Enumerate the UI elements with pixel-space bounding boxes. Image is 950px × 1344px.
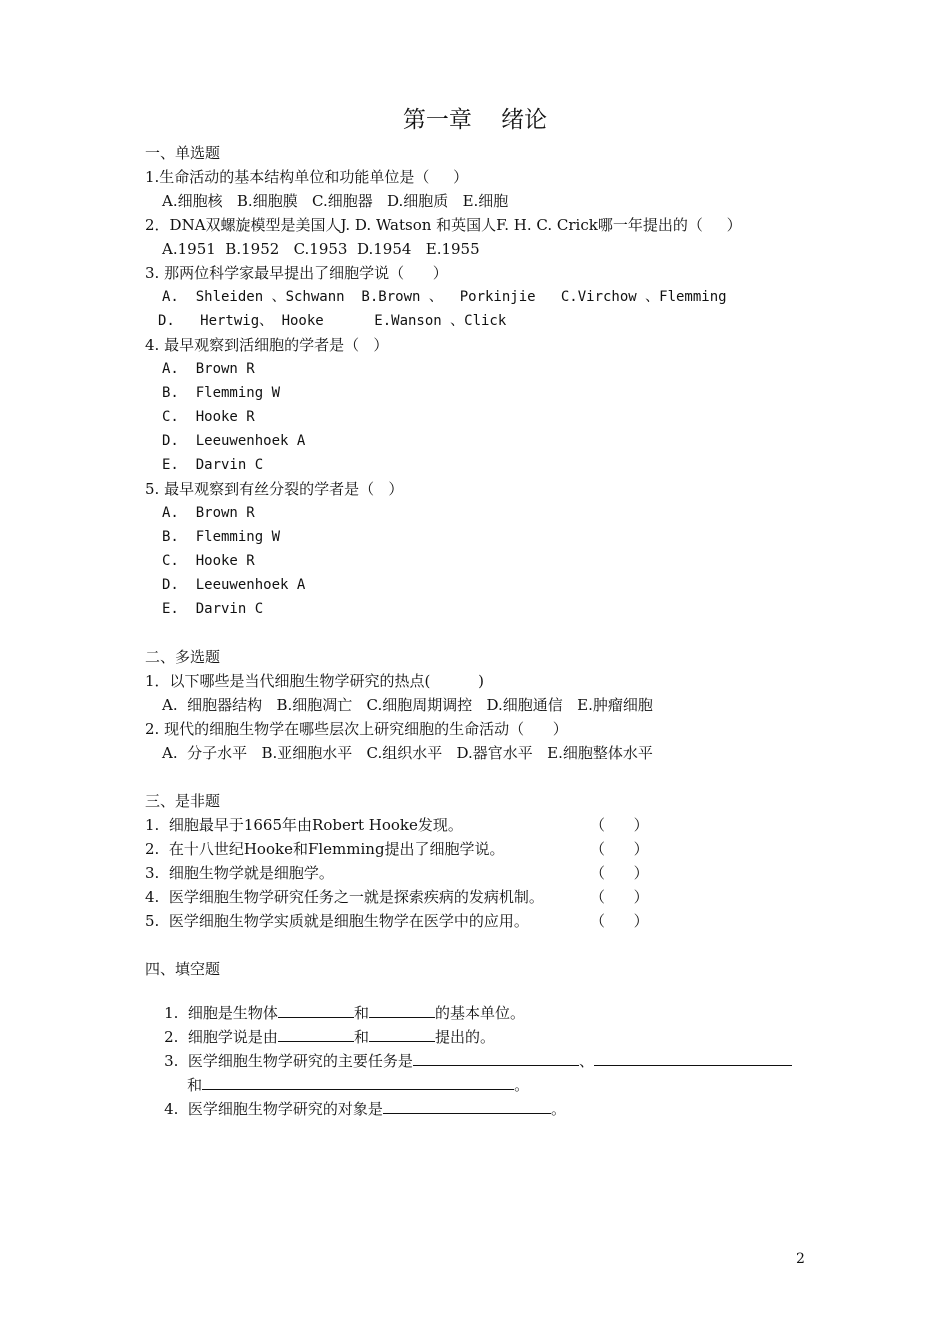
fill-4-text-b: 。 [550, 1100, 566, 1118]
fill-1-text-a: 1. 细胞是生物体 [164, 1004, 278, 1022]
options-single-2: A.1951 B.1952 C.1953 D.1954 E.1955 [162, 240, 480, 258]
truefalse-answer-1: （ ） [590, 816, 649, 834]
question-multi-2: 2. 现代的细胞生物学在哪些层次上研究细胞的生命活动（ ） [145, 720, 568, 738]
option-single-4-b: B. Flemming W [162, 385, 281, 401]
option-single-5-b: B. Flemming W [162, 529, 281, 545]
fill-3-blank-2[interactable] [594, 1051, 792, 1066]
truefalse-item-3: 3. 细胞生物学就是细胞学。 [145, 864, 334, 882]
truefalse-answer-4: （ ） [590, 888, 649, 906]
options-single-3-line2: D. Hertwig、 Hooke E.Wanson 、Click [158, 313, 507, 329]
fill-question-2 [145, 1007, 495, 1046]
fill-3-text-b: 、 [578, 1052, 594, 1070]
fill-3-text-c: 和 [187, 1076, 203, 1094]
question-single-5: 5. 最早观察到有丝分裂的学者是（ ） [145, 480, 404, 498]
truefalse-item-4: 4. 医学细胞生物学研究任务之一就是探索疾病的发病机制。 [145, 888, 544, 906]
question-multi-1: 1．以下哪些是当代细胞生物学研究的热点( ) [145, 672, 484, 690]
fill-3-text-d: 。 [514, 1076, 530, 1094]
section-heading-single: 一、单选题 [145, 144, 221, 162]
fill-4-text-a: 4. 医学细胞生物学研究的对象是 [164, 1100, 383, 1118]
options-multi-2: A. 分子水平 B.亚细胞水平 C.组织水平 D.器官水平 E.细胞整体水平 [162, 744, 653, 762]
truefalse-answer-2: （ ） [590, 840, 649, 858]
options-single-3-line1: A. Shleiden 、Schwann B.Brown 、 Porkinjie C.Virchow 、Flemming [162, 289, 727, 305]
options-single-1: A.细胞核 B.细胞膜 C.细胞器 D.细胞质 E.细胞 [162, 192, 509, 210]
fill-question-4 [145, 1079, 566, 1118]
fill-question-3-cont [168, 1055, 530, 1094]
fill-question-1 [145, 983, 525, 1022]
option-single-4-d: D. Leeuwenhoek A [162, 433, 306, 449]
question-single-2: 2．DNA双螺旋模型是美国人J. D. Watson 和英国人F. H. C. Crick哪一年提出的（ ） [145, 216, 742, 234]
option-single-5-c: C. Hooke R [162, 553, 255, 569]
question-single-1: 1.生命活动的基本结构单位和功能单位是（ ） [145, 168, 469, 186]
fill-question-3 [145, 1031, 792, 1070]
question-single-3: 3. 那两位科学家最早提出了细胞学说（ ） [145, 264, 448, 282]
chapter-title: 第一章 绪论 [402, 107, 548, 133]
truefalse-item-1: 1. 细胞最早于1665年由Robert Hooke发现。 [145, 816, 463, 834]
fill-2-text-c: 提出的。 [434, 1028, 495, 1046]
section-heading-truefalse: 三、是非题 [145, 792, 221, 810]
fill-2-text-b: 和 [353, 1028, 369, 1046]
question-single-4: 4. 最早观察到活细胞的学者是（ ） [145, 336, 389, 354]
section-heading-fill: 四、填空题 [145, 960, 221, 978]
truefalse-item-5: 5. 医学细胞生物学实质就是细胞生物学在医学中的应用。 [145, 912, 529, 930]
option-single-4-c: C. Hooke R [162, 409, 255, 425]
truefalse-item-2: 2. 在十八世纪Hooke和Flemming提出了细胞学说。 [145, 840, 505, 858]
option-single-5-e: E. Darvin C [162, 601, 264, 617]
option-single-4-a: A. Brown R [162, 361, 255, 377]
fill-2-text-a: 2. 细胞学说是由 [164, 1028, 278, 1046]
option-single-4-e: E. Darvin C [162, 457, 264, 473]
fill-1-text-b: 和 [353, 1004, 369, 1022]
truefalse-answer-3: （ ） [590, 864, 649, 882]
fill-3-text-a: 3. 医学细胞生物学研究的主要任务是 [164, 1052, 413, 1070]
option-single-5-d: D. Leeuwenhoek A [162, 577, 306, 593]
section-heading-multi: 二、多选题 [145, 648, 221, 666]
fill-1-text-c: 的基本单位。 [434, 1004, 525, 1022]
option-single-5-a: A. Brown R [162, 505, 255, 521]
truefalse-answer-5: （ ） [590, 912, 649, 930]
page-number: 2 [796, 1251, 805, 1267]
options-multi-1: A. 细胞器结构 B.细胞凋亡 C.细胞周期调控 D.细胞通信 E.肿瘤细胞 [162, 696, 653, 714]
fill-4-blank-1[interactable] [383, 1099, 551, 1114]
